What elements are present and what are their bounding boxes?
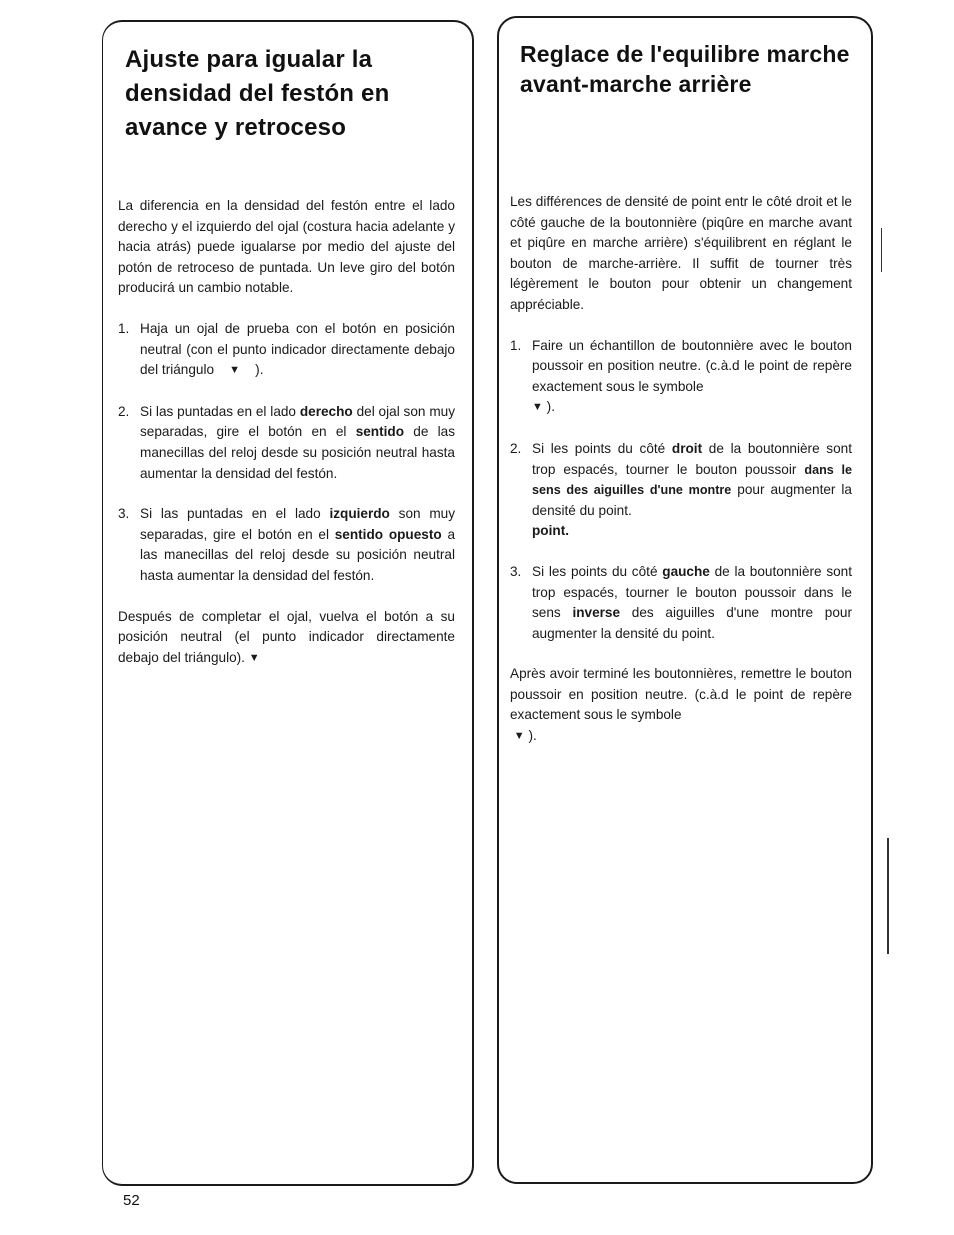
step-text: del ojal son muy separadas, gire el botón en el <box>140 403 455 440</box>
step-bold: sentido <box>355 424 405 440</box>
french-title: Reglace de l'equilibre marche avant-marche arrière <box>520 41 850 97</box>
french-step-2 <box>510 439 852 542</box>
step-bold: izquierdo <box>329 506 390 522</box>
triangle-down-icon: ▼ <box>513 730 525 743</box>
triangle-down-icon: ▼ <box>229 364 241 377</box>
french-body <box>510 192 852 768</box>
spanish-step-2 <box>118 402 455 484</box>
step-number: 3. <box>510 563 522 579</box>
step-number: 1. <box>118 320 130 336</box>
step-number: 2. <box>510 440 522 456</box>
french-closing <box>510 664 852 747</box>
spanish-intro: La diferencia en la densidad del festón entre el lado derecho y el izquierdo del ojal (costura hacia adelante y hacia atrás) puede igualarse por medio del ajuste del potón de retroceso de puntada. Un leve giro del botón producirá un cambio notable. <box>118 198 455 296</box>
step-text: Si las puntadas en el lado <box>140 403 296 419</box>
step-text: pour augmenter la densité du point. <box>532 482 852 518</box>
spanish-closing <box>118 607 455 670</box>
step-bold: droit <box>671 440 703 456</box>
step-bold: sentido opuesto <box>334 526 442 542</box>
margin-mark <box>887 838 889 954</box>
step-text: Si les points du côté <box>532 563 658 579</box>
step-text: Faire un échantillon de boutonnière avec le bouton poussoir en position neutre. (c.à.d le point de repère exactement sous le symbole <box>532 337 852 394</box>
french-step-3 <box>510 562 852 644</box>
spanish-step-3 <box>118 504 455 586</box>
step-number: 3. <box>118 506 130 522</box>
step-number: 2. <box>118 403 130 419</box>
step-bold: gauche <box>662 563 710 579</box>
french-steps <box>510 336 852 645</box>
spanish-title: Ajuste para igualar la densidad del festón en avance y retroceso <box>125 46 390 141</box>
step-text: des aiguilles d'une montre pour augmenter la densité du point. <box>532 605 853 641</box>
spanish-body <box>118 196 455 689</box>
step-bold: derecho <box>299 403 353 419</box>
margin-mark <box>881 228 882 272</box>
closing-text: Después de completar el ojal, vuelva el botón a su posición neutral (el punto indicador directamente debajo del triángulo). <box>118 608 455 665</box>
step-text: a las manecillas del reloj desde su posición neutral hasta aumentar la densidad del festón. <box>140 526 455 583</box>
step-text: Si les points du côté <box>532 440 666 456</box>
french-step-1 <box>510 336 852 419</box>
closing-text: Après avoir terminé les boutonnières, remettre le bouton poussoir en position neutre. (c.à.d le point de repère exactement sous le symbole <box>510 666 852 723</box>
step-text: son muy separadas, gire el botón en el <box>140 506 456 542</box>
step-bold: dans le sens des aiguilles d'une montre <box>532 462 852 498</box>
step-end: ). <box>546 399 555 415</box>
step-text: Si las puntadas en el lado <box>140 506 321 522</box>
step-extra: point. <box>532 523 569 539</box>
page-number: 52 <box>123 1192 140 1209</box>
step-bold: inverse <box>572 605 621 621</box>
closing-end: ). <box>528 728 537 744</box>
step-text: de las manecillas del reloj desde su posición neutral hasta aumentar la densidad del festón. <box>140 424 456 481</box>
french-intro: Les différences de densité de point entr le côté droit et le côté gauche de la boutonnière (piqûre en marche avant et piqûre en marche arrière) s'équilibrent en réglant le bouton de marche-arrière. Il suffit de tourner très légèrement le bouton pour obtenir un changement appréciable. <box>510 194 852 312</box>
step-number: 1. <box>510 337 522 353</box>
step-text: Haja un ojal de prueba con el botón en posición neutral (con el punto indicador directamente debajo del triángulo <box>140 320 455 378</box>
spanish-step-1 <box>118 319 455 382</box>
spanish-steps <box>118 319 455 587</box>
triangle-down-icon: ▼ <box>532 401 543 414</box>
step-text: de la boutonnière sont trop espacés, tourner le bouton poussoir <box>532 440 852 477</box>
step-text: de la boutonnière sont trop espacés, tourner le bouton poussoir dans le sens <box>532 563 853 621</box>
triangle-down-icon: ▼ <box>248 651 260 664</box>
step-end: ). <box>255 362 264 378</box>
